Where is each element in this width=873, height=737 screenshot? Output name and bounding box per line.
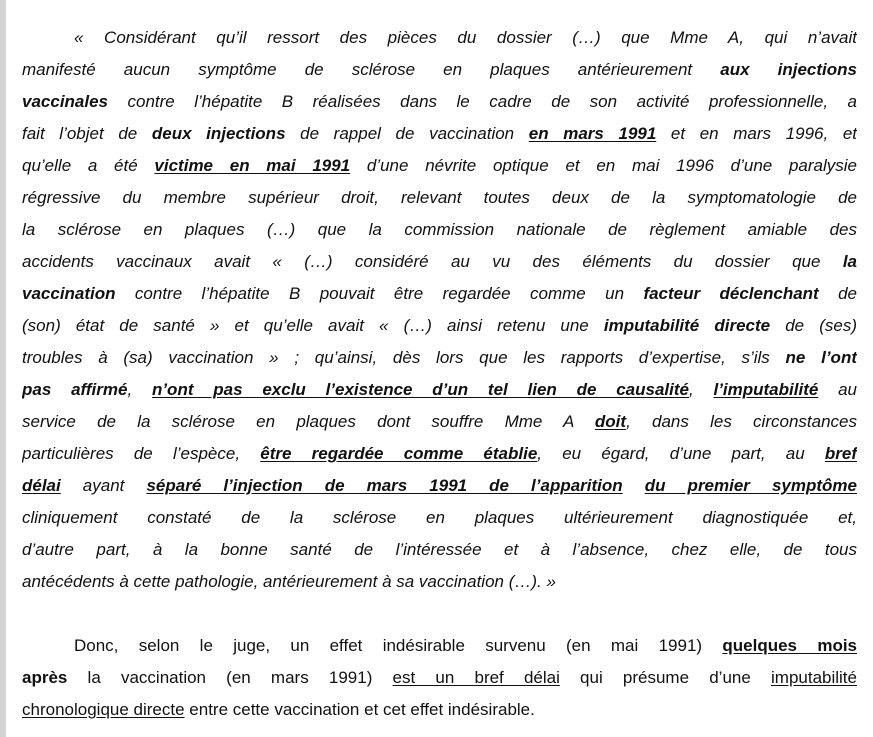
- text-line: [22, 374, 857, 406]
- text-run: , dans les circonstances: [626, 412, 857, 431]
- page-left-edge: [0, 0, 6, 737]
- emphasized-text: est un bref délai: [392, 668, 560, 687]
- text-line: [22, 470, 857, 502]
- emphasized-text: séparé l’injection de mars 1991 de l’apparition: [146, 476, 623, 495]
- emphasized-text: en mars 1991: [528, 124, 657, 143]
- text-run: d’autre part, à la bonne santé de l’intéressée et à l’absence, chez elle, de tous: [22, 540, 857, 559]
- emphasized-text: victime en mai 1991: [154, 156, 351, 175]
- text-run: accidents vaccinaux avait « (…) considéré au vu des éléments du dossier que: [22, 252, 843, 271]
- text-run: service de la sclérose en plaques dont souffre Mme A: [22, 412, 595, 431]
- text-line: [22, 278, 857, 310]
- emphasized-text: ne l’ont: [785, 348, 857, 367]
- text-line: [22, 182, 857, 214]
- text-run: de (ses): [770, 316, 857, 335]
- quoted-judgment-paragraph: [22, 22, 857, 598]
- text-run: manifesté aucun symptôme de sclérose en plaques antérieurement: [22, 60, 721, 79]
- text-run: cliniquement constaté de la sclérose en plaques ultérieurement diagnostiquée et,: [22, 508, 857, 527]
- text-line: [22, 406, 857, 438]
- emphasized-text: l’imputabilité: [713, 380, 819, 399]
- text-line: [22, 438, 857, 470]
- emphasized-text: être regardée comme établie: [260, 444, 538, 463]
- text-run: particulières de l’espèce,: [22, 444, 261, 463]
- text-line: [22, 310, 857, 342]
- text-run: « Considérant qu’il ressort des pièces du dossier (…) que Mme A, qui n’avait: [74, 28, 857, 47]
- text-line: [22, 534, 857, 566]
- text-line: [22, 86, 857, 118]
- emphasized-text: délai: [22, 476, 61, 495]
- text-run: [623, 476, 645, 495]
- text-line: [22, 214, 857, 246]
- text-run: et en mars 1996, et: [656, 124, 857, 143]
- text-line: [22, 118, 857, 150]
- text-line: [22, 342, 857, 374]
- emphasized-text: la: [842, 252, 857, 271]
- text-line: [22, 502, 857, 534]
- emphasized-text: deux injections: [151, 124, 286, 143]
- emphasized-text: n’ont pas exclu l’existence d’un tel lien de causalité: [151, 380, 689, 399]
- text-run: ,: [127, 380, 152, 399]
- text-line: [22, 566, 857, 598]
- text-run: qu’elle a été: [22, 156, 155, 175]
- emphasized-text: facteur déclenchant: [643, 284, 819, 303]
- text-run: , eu égard, d’une part, au: [537, 444, 825, 463]
- emphasized-text: vaccination: [22, 284, 116, 303]
- text-run: la sclérose en plaques (…) que la commission nationale de règlement amiable des: [22, 220, 857, 239]
- text-line: [22, 246, 857, 278]
- emphasized-text: vaccinales: [22, 92, 109, 111]
- emphasized-text: du premier symptôme: [644, 476, 857, 495]
- text-run: au: [818, 380, 857, 399]
- text-run: de rappel de vaccination: [285, 124, 529, 143]
- text-run: de: [818, 284, 857, 303]
- emphasized-text: chronologique directe: [22, 700, 185, 719]
- text-run: ayant: [60, 476, 147, 495]
- emphasized-text: pas affirmé: [22, 380, 128, 399]
- emphasized-text: imputabilité directe: [603, 316, 771, 335]
- emphasized-text: aux injections: [720, 60, 857, 79]
- emphasized-text: quelques mois: [722, 636, 857, 655]
- text-line: [22, 22, 857, 54]
- text-run: contre l’hépatite B réalisées dans le cadre de son activité professionnelle, a: [108, 92, 857, 111]
- commentary-paragraph: [22, 630, 857, 726]
- text-run: troubles à (sa) vaccination » ; qu’ainsi, dès lors que les rapports d’expertise, s’ils: [22, 348, 786, 367]
- emphasized-text: bref: [824, 444, 857, 463]
- text-run: qui présume d’une: [559, 668, 771, 687]
- text-run: fait l’objet de: [22, 124, 152, 143]
- text-run: antécédents à cette pathologie, antérieurement à sa vaccination (…). »: [22, 572, 556, 591]
- text-run: ,: [688, 380, 714, 399]
- text-run: la vaccination (en mars 1991): [67, 668, 393, 687]
- text-line: [22, 54, 857, 86]
- text-run: Donc, selon le juge, un effet indésirable survenu (en mai 1991): [74, 636, 723, 655]
- emphasized-text: doit: [594, 412, 627, 431]
- text-run: d’une névrite optique et en mai 1996 d’une paralysie: [350, 156, 857, 175]
- emphasized-text: imputabilité: [771, 668, 857, 687]
- text-line: [22, 150, 857, 182]
- emphasized-text: après: [22, 668, 68, 687]
- text-run: (son) état de santé » et qu’elle avait « (…) ainsi retenu une: [22, 316, 604, 335]
- text-line: [22, 694, 857, 726]
- text-line: [22, 630, 857, 662]
- text-run: contre l’hépatite B pouvait être regardée comme un: [115, 284, 644, 303]
- text-run: entre cette vaccination et cet effet indésirable.: [184, 700, 535, 719]
- text-run: régressive du membre supérieur droit, relevant toutes deux de la symptomatologie de: [22, 188, 857, 207]
- text-line: [22, 662, 857, 694]
